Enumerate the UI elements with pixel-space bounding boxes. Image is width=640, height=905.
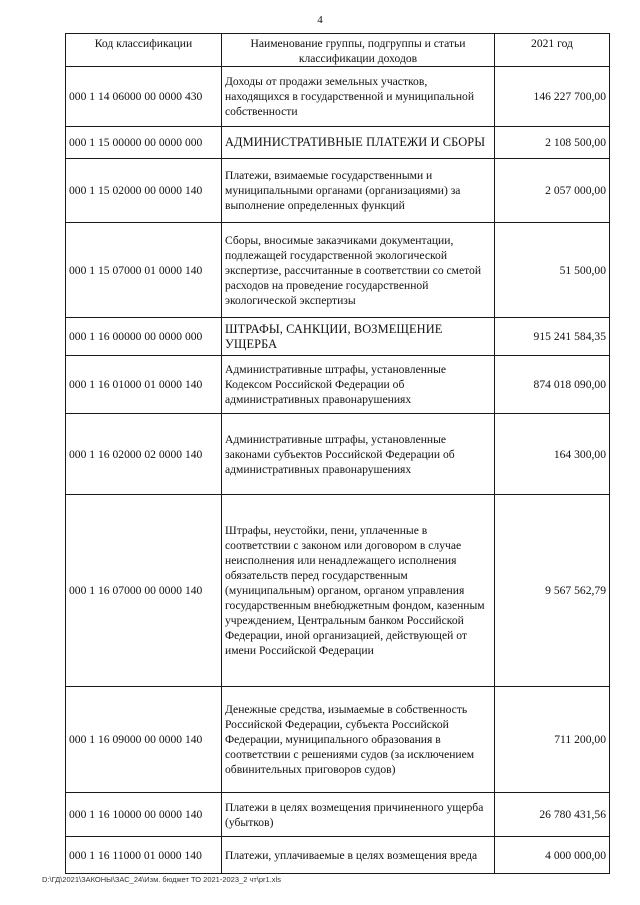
header-code: Код классификации [66,34,222,67]
table-row [66,159,610,223]
row-code: 000 1 16 00000 00 0000 000 [66,318,222,356]
table-row [66,495,610,687]
row-amount: 146 227 700,00 [495,67,610,127]
table-row [66,837,610,874]
row-amount: 915 241 584,35 [495,318,610,356]
header-year: 2021 год [495,34,610,67]
row-name: Административные штрафы, установленные законами субъектов Российской Федерации об административных правонарушениях [222,414,495,495]
row-name: Платежи, взимаемые государственными и муниципальными органами (организациями) за выполнение определенных функций [222,159,495,223]
table-row [66,356,610,414]
row-code: 000 1 15 00000 00 0000 000 [66,127,222,159]
row-amount: 9 567 562,79 [495,495,610,687]
row-amount: 51 500,00 [495,223,610,318]
row-name: Доходы от продажи земельных участков, находящихся в государственной и муниципальной собственности [222,67,495,127]
row-code: 000 1 16 09000 00 0000 140 [66,687,222,793]
row-code: 000 1 16 01000 01 0000 140 [66,356,222,414]
header-name: Наименование группы, подгруппы и статьи классификации доходов [222,34,495,67]
row-amount: 4 000 000,00 [495,837,610,874]
row-name: Административные штрафы, установленные Кодексом Российской Федерации об административных правонарушениях [222,356,495,414]
page-number: 4 [317,14,323,26]
row-code: 000 1 16 11000 01 0000 140 [66,837,222,874]
row-amount: 2 108 500,00 [495,127,610,159]
table-row [66,414,610,495]
table-row [66,223,610,318]
row-name: Платежи в целях возмещения причиненного ущерба (убытков) [222,793,495,837]
row-code: 000 1 16 02000 02 0000 140 [66,414,222,495]
row-name: ШТРАФЫ, САНКЦИИ, ВОЗМЕЩЕНИЕ УЩЕРБА [222,318,495,356]
table-row [66,318,610,356]
table-row [66,67,610,127]
row-amount: 874 018 090,00 [495,356,610,414]
row-name: Штрафы, неустойки, пени, уплаченные в соответствии с законом или договором в случае неисполнения или ненадлежащего исполнения обязательств перед государственным (муниципальным) органом, органом управления государственным внебюджетным фондом, казенным учреждением, Центральным банком Российской Федерации, иной организацией, действующей от имени Российской Федерации [222,495,495,687]
row-name: АДМИНИСТРАТИВНЫЕ ПЛАТЕЖИ И СБОРЫ [222,127,495,159]
row-code: 000 1 15 02000 00 0000 140 [66,159,222,223]
row-code: 000 1 16 10000 00 0000 140 [66,793,222,837]
table-row [66,793,610,837]
file-path-footer: D:\ГД\2021\ЗАКОНЫ\ЗАС_24\Изм. бюджет ТО 2021-2023_2 чт\pr1.xls [42,875,281,884]
table-row [66,127,610,159]
row-amount: 164 300,00 [495,414,610,495]
row-code: 000 1 15 07000 01 0000 140 [66,223,222,318]
row-amount: 26 780 431,56 [495,793,610,837]
row-amount: 2 057 000,00 [495,159,610,223]
table-header-row [66,34,610,67]
table-row [66,687,610,793]
row-code: 000 1 16 07000 00 0000 140 [66,495,222,687]
revenue-classification-table [65,33,610,874]
row-amount: 711 200,00 [495,687,610,793]
row-name: Сборы, вносимые заказчиками документации, подлежащей государственной экологической экспертизе, рассчитанные в соответствии со сметой расходов на проведение государственной экологической экспертизы [222,223,495,318]
row-code: 000 1 14 06000 00 0000 430 [66,67,222,127]
row-name: Платежи, уплачиваемые в целях возмещения вреда [222,837,495,874]
row-name: Денежные средства, изымаемые в собственность Российской Федерации, субъекта Российской Федерации, муниципального образования в соответствии с решениями судов (за исключением обвинительных приговоров судов) [222,687,495,793]
